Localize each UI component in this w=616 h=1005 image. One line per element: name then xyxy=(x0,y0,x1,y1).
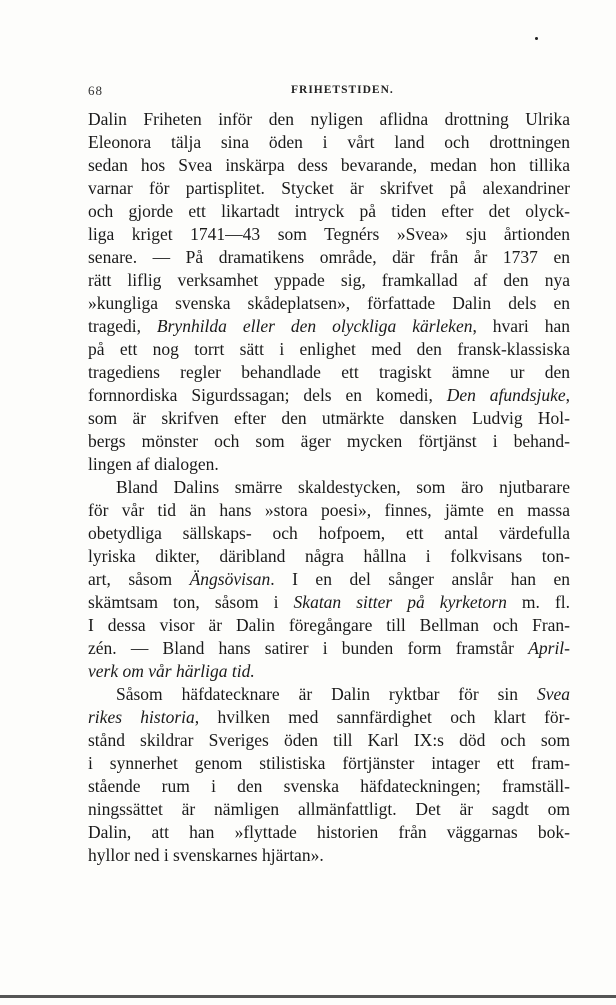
line-text: stånd skildrar Sveriges öden till Karl IX:s död och som xyxy=(88,730,570,750)
line-text: Dalin, att han »flyttade historien från väggarnas bok- xyxy=(88,822,570,842)
line-text: bergs mönster och som äger mycken förtjänst i behand- xyxy=(88,431,570,451)
text-line xyxy=(88,821,570,844)
text-line xyxy=(88,223,570,246)
bottom-edge xyxy=(0,995,616,998)
line-text: för vår tid än hans »stora poesi», finnes, jämte en massa xyxy=(88,500,570,520)
italic-title: verk om vår härliga tid. xyxy=(88,661,255,681)
text-line xyxy=(88,338,570,361)
line-text: Bland Dalins smärre skaldestycken, som äro njutbarare xyxy=(116,477,570,497)
text-line xyxy=(88,844,570,867)
text-line xyxy=(88,361,570,384)
text-line xyxy=(88,292,570,315)
italic-title: Brynhilda eller den olyckliga kärleken xyxy=(156,316,473,336)
text-line xyxy=(88,545,570,568)
line-text: m. fl. xyxy=(506,592,570,612)
text-line xyxy=(88,177,570,200)
line-text: sedan hos Svea inskärpa dess bevarande, medan hon tillika xyxy=(88,155,570,175)
text-line xyxy=(88,614,570,637)
line-text: varnar för partisplitet. Stycket är skrifvet på alexandriner xyxy=(88,178,570,198)
text-line xyxy=(88,315,570,338)
text-line xyxy=(88,246,570,269)
text-line xyxy=(88,407,570,430)
line-text: på ett nog torrt sätt i enlighet med den fransk-klassiska xyxy=(88,339,570,359)
line-text: obetydliga sällskaps- och hofpoem, ett antal värdefulla xyxy=(88,523,570,543)
text-line xyxy=(88,453,570,476)
line-text: I dessa visor är Dalin föregångare till Bellman och Fran- xyxy=(88,615,570,635)
text-line xyxy=(88,154,570,177)
italic-title: Skatan sitter på kyrketorn xyxy=(293,592,507,612)
text-line xyxy=(88,384,570,407)
ink-speck xyxy=(535,37,538,40)
line-text: lingen af dialogen. xyxy=(88,454,219,474)
line-text: »kungliga svenska skådeplatsen», författade Dalin dels en xyxy=(88,293,570,313)
line-text: Såsom häfdatecknare är Dalin ryktbar för sin xyxy=(116,684,537,704)
text-line xyxy=(88,683,570,706)
italic-title: April- xyxy=(528,638,570,658)
body-text xyxy=(88,108,570,867)
text-line xyxy=(88,108,570,131)
line-text: . I en del sånger anslår han en xyxy=(270,569,570,589)
text-line xyxy=(88,660,570,683)
text-line xyxy=(88,798,570,821)
line-text: Eleonora tälja sina öden i vårt land och drottningen xyxy=(88,132,570,152)
line-text: zén. — Bland hans satirer i bunden form framstår xyxy=(88,638,529,658)
line-text: i synnerhet genom stilistiska förtjänster intager ett fram- xyxy=(88,753,570,773)
text-line xyxy=(88,729,570,752)
page-number: 68 xyxy=(88,83,103,98)
italic-title: rikes historia xyxy=(88,707,195,727)
running-title: FRIHETSTIDEN. xyxy=(291,84,394,96)
line-text: hyllor ned i svenskarnes hjärtan». xyxy=(88,845,324,865)
text-line xyxy=(88,200,570,223)
line-text: fornnordiska Sigurdssagan; dels en komedi, xyxy=(88,385,447,405)
line-text: , xyxy=(565,385,570,405)
line-text: liga kriget 1741—43 som Tegnérs »Svea» sju årtionden xyxy=(88,224,570,244)
text-line xyxy=(88,269,570,292)
running-head xyxy=(88,83,570,101)
text-line xyxy=(88,752,570,775)
italic-title: Den afundsjuke xyxy=(446,385,566,405)
text-line xyxy=(88,637,570,660)
line-text: , hvilken med sannfärdighet och klart för- xyxy=(194,707,570,727)
line-text: Dalin Friheten inför den nyligen aflidna drottning Ulrika xyxy=(88,109,570,129)
line-text: och gjorde ett likartadt intryck på tiden efter det olyck- xyxy=(88,201,570,221)
text-line xyxy=(88,476,570,499)
line-text: stående rum i den svenska häfdateckningen; framställ- xyxy=(88,776,570,796)
text-line xyxy=(88,522,570,545)
text-line xyxy=(88,499,570,522)
line-text: ningssättet är nämligen allmänfattligt. Det är sagdt om xyxy=(88,799,570,819)
italic-title: Ängsövisan xyxy=(189,569,271,589)
text-line xyxy=(88,775,570,798)
text-line xyxy=(88,131,570,154)
line-text: , hvari han xyxy=(472,316,570,336)
line-text: rätt liflig verksamhet yppade sig, framkallad af den nya xyxy=(88,270,570,290)
line-text: som är skrifven efter den utmärkte dansken Ludvig Hol- xyxy=(88,408,570,428)
text-line xyxy=(88,591,570,614)
line-text: lyriska dikter, däribland några hållna i folkvisans ton- xyxy=(88,546,570,566)
line-text: tragediens regler behandlade ett tragiskt ämne ur den xyxy=(88,362,570,382)
line-text: skämtsam ton, såsom i xyxy=(88,592,294,612)
text-line xyxy=(88,568,570,591)
text-line xyxy=(88,430,570,453)
line-text: senare. — På dramatikens område, där från år 1737 en xyxy=(88,247,570,267)
text-line xyxy=(88,706,570,729)
italic-title: Svea xyxy=(536,684,570,704)
line-text: art, såsom xyxy=(88,569,190,589)
line-text: tragedi, xyxy=(88,316,157,336)
